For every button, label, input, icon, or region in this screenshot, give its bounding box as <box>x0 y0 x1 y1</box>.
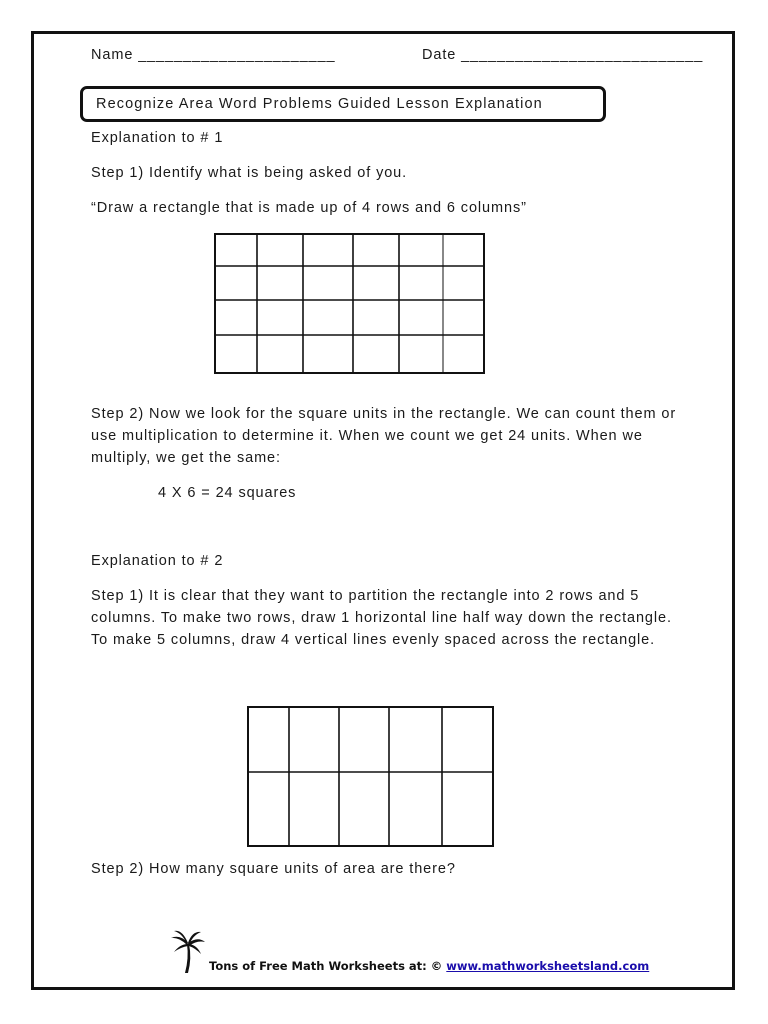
explanation-1-step-2: Step 2) Now we look for the square units in the rectangle. We can count them or use multiplication to determine it. When we count we get 24 units. When we multiply, we get the same: <box>91 406 677 466</box>
footer-credit <box>209 959 649 973</box>
rectangle-grid-2x5 <box>247 706 495 848</box>
date-field-label: Date ___________________________ <box>422 47 704 63</box>
page-title: Recognize Area Word Problems Guided Lesson Explanation <box>96 96 543 112</box>
explanation-2-step-2: Step 2) How many square units of area are there? <box>91 861 456 877</box>
name-field-label: Name ______________________ <box>91 47 336 63</box>
footer-credit-text: Tons of Free Math Worksheets at: © <box>209 959 447 973</box>
rectangle-grid-4x6 <box>214 233 486 375</box>
palm-tree-icon <box>170 930 206 974</box>
explanation-1-heading: Explanation to # 1 <box>91 130 224 146</box>
explanation-1-quote: “Draw a rectangle that is made up of 4 rows and 6 columns” <box>91 200 527 216</box>
footer-website-link[interactable]: www.mathworksheetsland.com <box>446 959 650 973</box>
explanation-1-step-1: Step 1) Identify what is being asked of you. <box>91 165 408 181</box>
explanation-2-heading: Explanation to # 2 <box>91 553 224 569</box>
explanation-1-equation: 4 X 6 = 24 squares <box>158 485 297 501</box>
explanation-2-step-1: Step 1) It is clear that they want to partition the rectangle into 2 rows and 5 columns. To make two rows, draw 1 horizontal line half way down the rectangle. To make 5 columns, draw 4 vertical lines evenly spaced across the rectangle. <box>91 588 672 648</box>
